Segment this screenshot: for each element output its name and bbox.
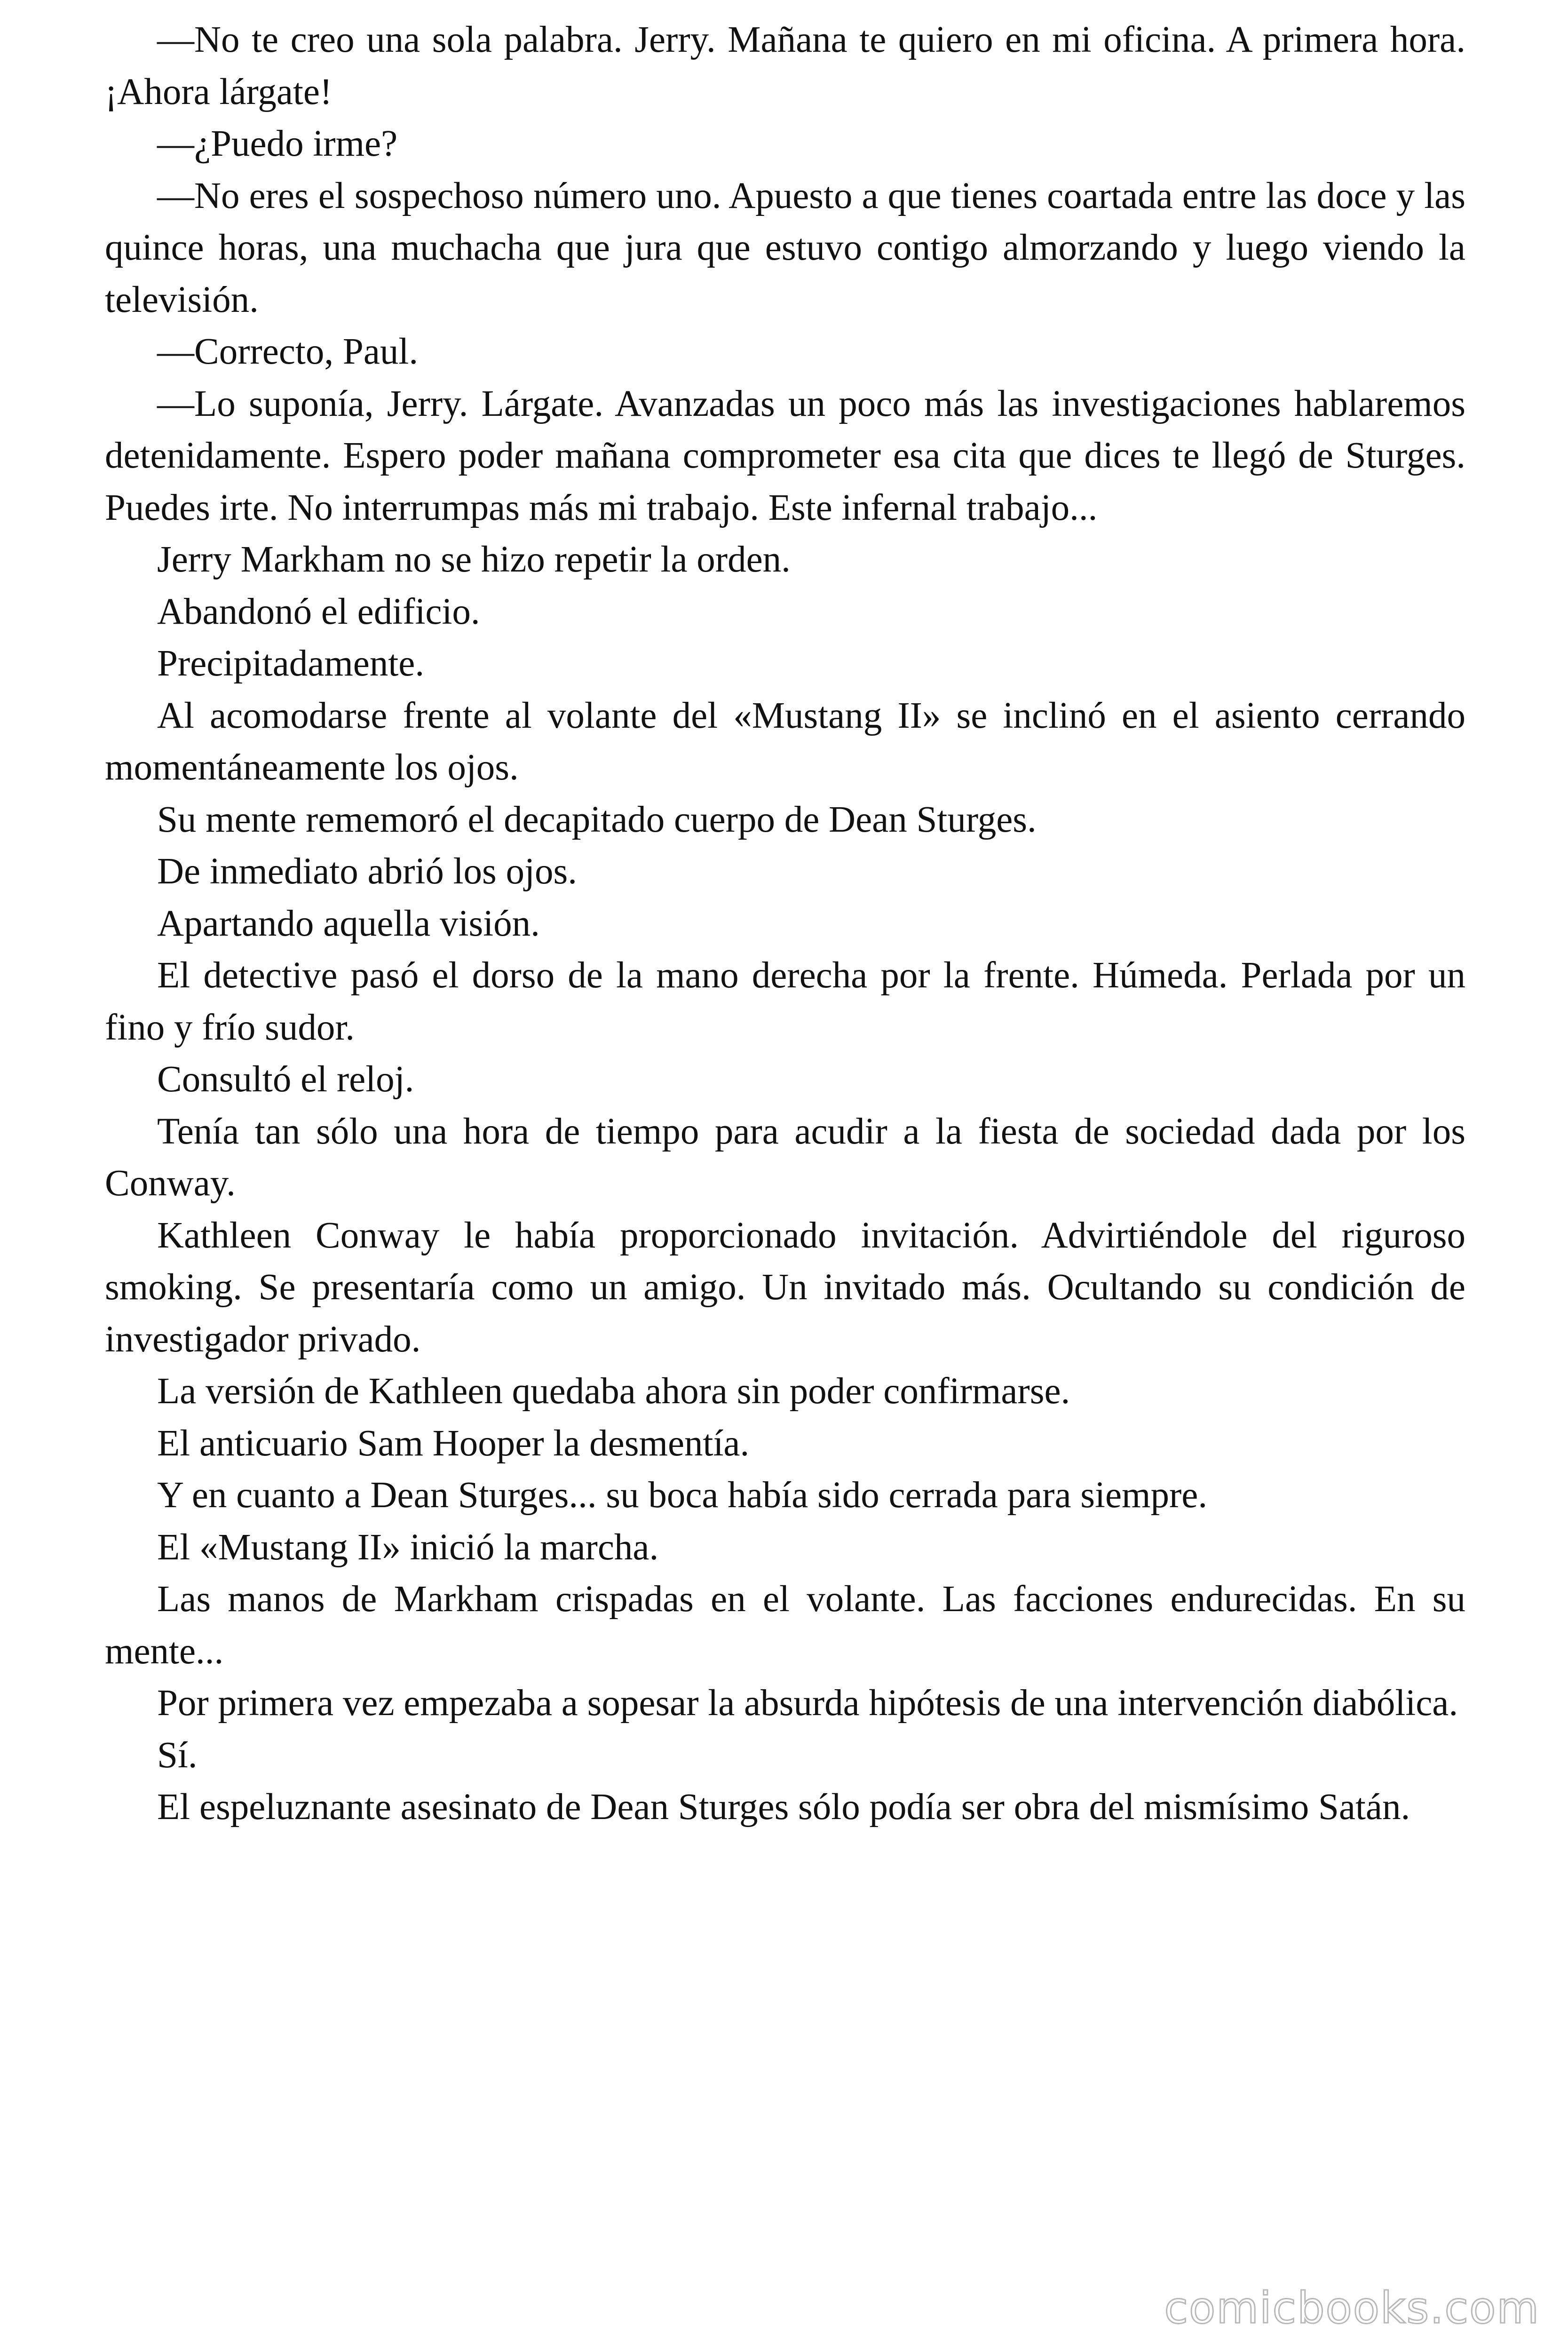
paragraph: Precipitadamente.: [157, 643, 425, 684]
paragraph: Sí.: [157, 1734, 198, 1776]
paragraph: El espeluznante asesinato de Dean Sturges sólo podía ser obra del mismísimo Satán.: [157, 1787, 1410, 1828]
paragraph: Al acomodarse frente al volante del «Mustang II» se inclinó en el asiento cerrando momentáneamente los ojos.: [105, 695, 1465, 788]
paragraph: Y en cuanto a Dean Sturges... su boca había sido cerrada para siempre.: [157, 1475, 1208, 1516]
paragraph: El «Mustang II» inició la marcha.: [157, 1526, 659, 1568]
body-text: [105, 14, 1465, 1834]
paragraph: Por primera vez empezaba a sopesar la absurda hipótesis de una intervención diabólica.: [157, 1683, 1458, 1724]
paragraph: Tenía tan sólo una hora de tiempo para acudir a la fiesta de sociedad dada por los Conway.: [105, 1111, 1465, 1204]
paragraph: Kathleen Conway le había proporcionado invitación. Advirtiéndole del riguroso smoking. Se presentaría como un amigo. Un invitado más. Ocultando su condición de investigador privado.: [105, 1215, 1465, 1360]
paragraph: De inmediato abrió los ojos.: [157, 851, 577, 892]
paragraph: Su mente rememoró el decapitado cuerpo de Dean Sturges.: [157, 799, 1037, 840]
paragraph: Consultó el reloj.: [157, 1059, 414, 1100]
paragraph: —Lo suponía, Jerry. Lárgate. Avanzadas un poco más las investigaciones hablaremos detenidamente. Espero poder mañana comprometer esa cita que dices te llegó de Sturges. Puedes irte. No interrumpas más mi trabajo. Este infernal trabajo...: [105, 383, 1465, 528]
paragraph: El detective pasó el dorso de la mano derecha por la frente. Húmeda. Perlada por un fino y frío sudor.: [105, 955, 1465, 1048]
paragraph: —No te creo una sola palabra. Jerry. Mañana te quiero en mi oficina. A primera hora. ¡Ahora lárgate!: [105, 19, 1465, 112]
paragraph: La versión de Kathleen quedaba ahora sin poder confirmarse.: [157, 1371, 1070, 1412]
paragraph: —Correcto, Paul.: [157, 331, 419, 372]
paragraph: —No eres el sospechoso número uno. Apuesto a que tienes coartada entre las doce y las quince horas, una muchacha que jura que estuvo contigo almorzando y luego viendo la televisión.: [105, 175, 1465, 320]
watermark: comicbooks.com: [1164, 2283, 1540, 2333]
paragraph: Jerry Markham no se hizo repetir la orden.: [157, 539, 791, 580]
paragraph: —¿Puedo irme?: [157, 123, 398, 164]
paragraph: El anticuario Sam Hooper la desmentía.: [157, 1422, 750, 1464]
paragraph: Abandonó el edificio.: [157, 591, 480, 632]
paragraph: Las manos de Markham crispadas en el volante. Las facciones endurecidas. En su mente...: [105, 1579, 1465, 1672]
paragraph: Apartando aquella visión.: [157, 903, 540, 944]
